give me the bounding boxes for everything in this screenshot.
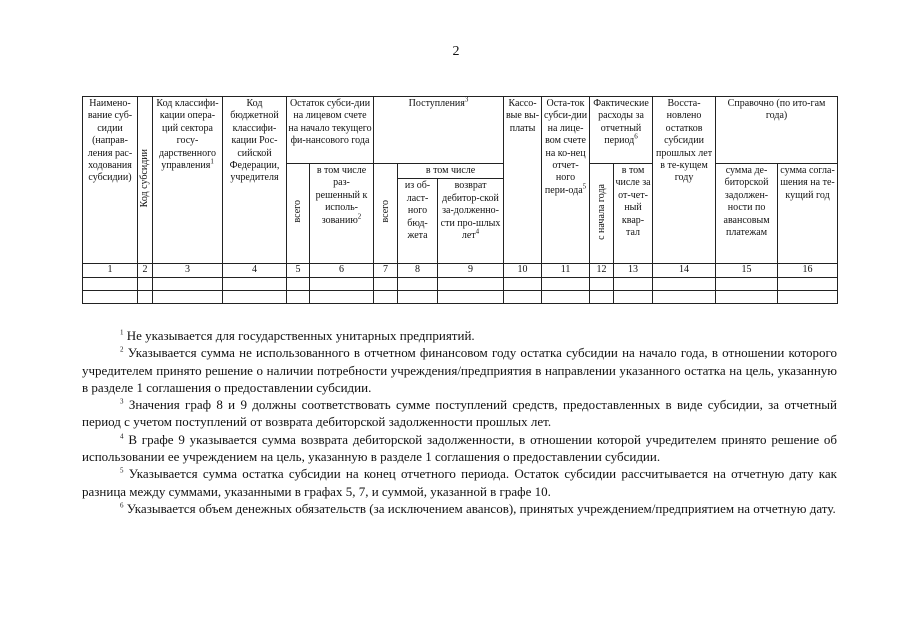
header-subsidy-code: Код субсидии: [138, 97, 153, 264]
footnotes: [82, 327, 837, 517]
column-number: 14: [653, 264, 716, 277]
header-reporting-quarter: в том числе за от-чет-ный квар-тал: [614, 164, 653, 264]
header-receipts-including: в том числе: [398, 164, 504, 179]
header-actual-expenses-group: Фактические расходы за отчетный период$^6$: [590, 97, 653, 164]
footnote: $^3$ Значения граф 8 и 9 должны соответствовать сумме поступлений средств, предоставленных в виде субсидии, за отчетный период с учетом поступлений от возврата дебиторской задолженности прошлых лет.: [82, 397, 837, 430]
footnote: $^4$ В графе 9 указывается сумма возврата дебиторской задолженности, в отношении которой учредителем принято решение об использовании ее учреждением на цель, указанную в разделе 1 соглашения о предоставлении субсидии.: [82, 431, 838, 465]
header-receipts-total: всего: [374, 164, 398, 264]
page-number: 2: [452, 44, 460, 59]
header-opening-balance-group: Остаток субси-дии на лицевом счете на начало текущего фи-нансового года: [287, 97, 374, 164]
column-number: 3: [153, 264, 223, 277]
column-number: 1: [83, 264, 138, 277]
column-number: 11: [542, 264, 590, 277]
header-closing-balance: Оста-ток субси-дии на лице-вом счете на ко-нец отчет-ного пери-ода$^5$: [542, 97, 590, 264]
header-cash-payments: Кассо-вые вы-платы: [504, 97, 542, 264]
header-agreement-sum: сумма согла-шения на те-кущий год: [778, 164, 838, 264]
column-number: 6: [310, 264, 374, 277]
column-number: 2: [138, 264, 153, 277]
empty-data-row: [83, 290, 838, 303]
column-number: 12: [590, 264, 614, 277]
column-number: 8: [398, 264, 438, 277]
column-number: 4: [223, 264, 287, 277]
column-number: 16: [778, 264, 838, 277]
header-receivables-advances: сумма де-биторской задолжен-ности по авансовым платежам: [716, 164, 778, 264]
footnote: $^1$ Не указывается для государственных унитарных предприятий.: [120, 328, 475, 343]
column-number: 13: [614, 264, 653, 277]
header-operation-class-code: Код классифи-кации опера-ций сектора госу-дарственного управления$^1$: [153, 97, 223, 264]
header-opening-allowed: в том числе раз-решенный к исполь-зованию$^2$: [310, 164, 374, 264]
header-reference-group: Справочно (по ито-гам года): [716, 97, 838, 164]
header-budget-class-code: Код бюджетной классифи-кации Рос-сийской Федерации, учредителя: [223, 97, 287, 264]
column-number: 15: [716, 264, 778, 277]
subsidy-report-table: [82, 96, 838, 304]
footnote: $^6$ Указывается объем денежных обязательств (за исключением авансов), принятых учреждением/предприятием на отчетную дату.: [120, 500, 836, 516]
footnote: $^5$ Указывается сумма остатка субсидии на конец отчетного периода. Остаток субсидии рассчитывается на отчетную дату как разница между суммами, указанными в графах 5, 7, и суммой, указанной в графе 10.: [82, 466, 838, 499]
empty-data-row: [83, 277, 838, 290]
column-number: 5: [287, 264, 310, 277]
header-opening-total: всего: [287, 164, 310, 264]
column-numbers-row: [83, 264, 838, 277]
footnote: $^2$ Указывается сумма не использованного в отчетном финансовом году остатка субсидии на начало года, в отношении которого учредителем принято решение о наличии потребности учреждения/предприятия в направлении указанного остатка на цель, указанную в разделе 1 соглашения о предоставлении субсидии.: [82, 345, 838, 395]
header-receivables-return: возврат дебитор-ской за-долженно-сти про-шлых лет$^4$: [438, 179, 504, 264]
header-regional-budget: из об-ласт-ного бюд-жета: [398, 179, 438, 264]
column-number: 9: [438, 264, 504, 277]
column-number: 10: [504, 264, 542, 277]
column-number: 7: [374, 264, 398, 277]
header-restored-balances: Восста-новлено остатков субсидии прошлых лет в те-кущем году: [653, 97, 716, 264]
header-receipts-group: Поступления$^3$: [374, 97, 504, 164]
header-since-year-start: с начала года: [590, 164, 614, 264]
header-subsidy-name: Наимено-вание суб-сидии (направ-ления рас-ходования субсидии): [83, 97, 138, 264]
